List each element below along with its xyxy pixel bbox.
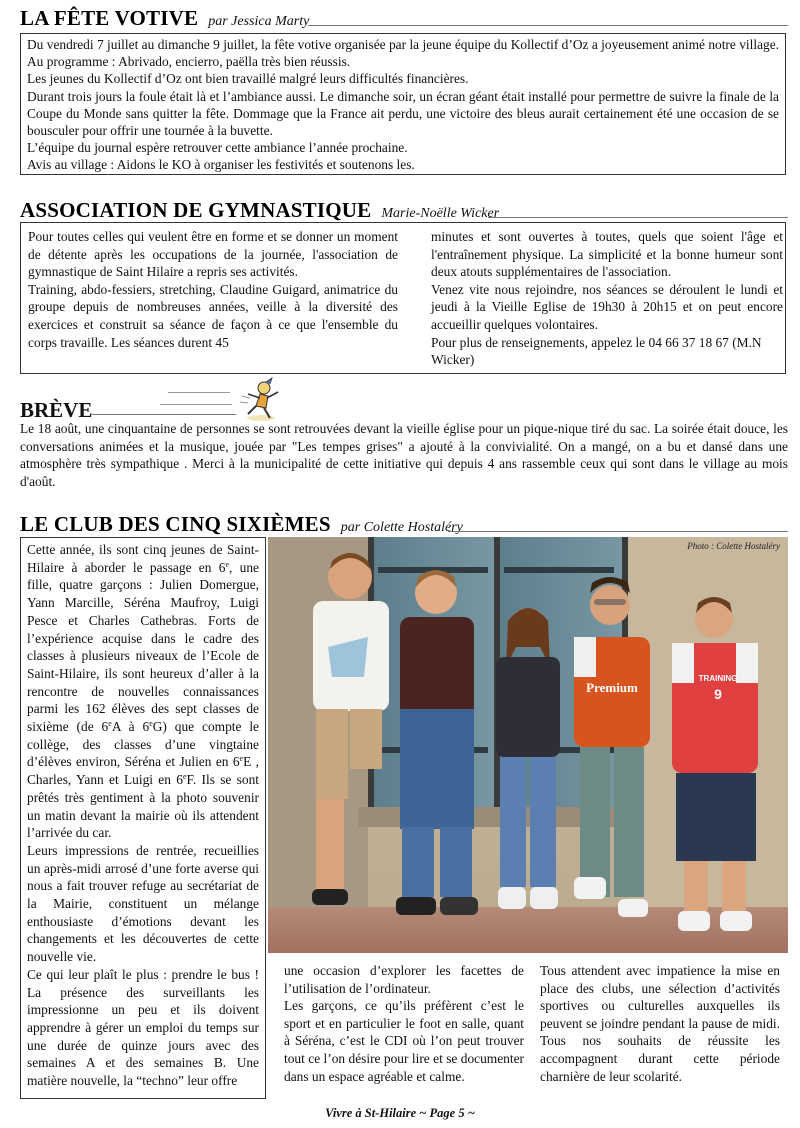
club-column-middle [284, 962, 524, 1085]
gym-title: ASSOCIATION DE GYMNASTIQUE [20, 198, 372, 222]
breve-decor-line [168, 392, 230, 393]
gym-paragraph: minutes et sont ouvertes à toutes, quels que soient l'âge et l'entraînement physique. La simplicité et la bonne humeur sont deux atouts supplémentaires de l'association. [431, 229, 783, 280]
svg-text:9: 9 [714, 686, 722, 702]
fete-paragraph: Du vendredi 7 juillet au dimanche 9 juillet, la fête votive organisée par la jeune équipe du Kollectif d’Oz a joyeusement animé notre village. Au programme : Abrivado, encierro, paëlla très bien réussis. [27, 37, 779, 70]
gym-header [20, 198, 499, 223]
gym-paragraph: Pour plus de renseignements, appelez le 04 66 37 18 67 (M.N Wicker) [431, 334, 762, 368]
club-header [20, 512, 463, 537]
club-title-rule [448, 531, 788, 532]
page-footer: Vivre à St-Hilaire ~ Page 5 ~ [325, 1106, 475, 1120]
fete-title: LA FÊTE VOTIVE [20, 6, 199, 30]
fete-paragraph: L’équipe du journal espère retrouver cette ambiance l’année prochaine. [27, 140, 408, 156]
club-paragraph: Les garçons, ce qu’ils préfèrent c’est le sport et en particulier le foot en salle, quant à Séréna, c’est le CDI où l’on peut trouver tout ce l’on désire pour lire et se documenter dans un espace agréable et calme. [284, 998, 524, 1084]
fete-author: par Jessica Marty [208, 14, 310, 29]
fete-title-rule [308, 25, 788, 26]
breve-decor-line [160, 404, 232, 405]
breve-title-rule [92, 414, 236, 415]
photo-credit: Photo : Colette Hostaléry [687, 541, 780, 551]
gym-paragraph: Pour toutes celles qui veulent être en forme et se donner un moment de détente après les occupations de la journée, l'association de gymnastique de Saint Hilaire a repris ses activités. [28, 229, 398, 280]
club-paragraph: Tous attendent avec impatience la mise en place des clubs, une sélection d’activités sportives ou culturelles auxquelles ils peuvent se joindre pendant la pause de midi. Tous nos souhaits de réussite les accompagnent durant cette période charnière de leur scolarité. [540, 963, 780, 1084]
gym-author: Marie-Noëlle Wicker [381, 206, 500, 221]
breve-title: BRÈVE [20, 398, 93, 422]
children-photo-illustration [268, 537, 788, 953]
breve-article [20, 420, 788, 490]
class-photo [268, 537, 788, 953]
gym-paragraph: Training, abdo-fessiers, stretching, Claudine Guigard, animatrice du groupe depuis de nombreuses années, veille à la diversité des exercices et construit sa séance de façon à ce que l'ensemble du corps travaille. Les séances durent 45 [28, 281, 398, 350]
fete-header [20, 6, 309, 31]
club-paragraph: Leurs impressions de rentrée, recueillies un après-midi arrosé d’une forte averse qui nous a fait trouver refuge au secrétariat de la Mairie, constituent un mélange enthousiaste d’émotions devant les changements et les découvertes de cette nouvelle vie. [27, 842, 259, 965]
club-paragraph: Ce qui leur plaît le plus : prendre le bus ! La présence des surveillants les impressionne un peu et ils doivent apprendre à gérer un emploi du temps sur une durée de quinze jours avec des semaines A et des semaines B. Une matière nouvelle, la “techno” leur offre [27, 966, 259, 1089]
gym-article [20, 222, 786, 374]
runner-clipart-icon [236, 376, 286, 424]
club-title: LE CLUB DES CINQ SIXIÈMES [20, 512, 331, 536]
svg-text:Premium: Premium [586, 680, 638, 695]
gym-column-left [28, 228, 398, 351]
fete-paragraph: Avis au village : Aidons le KO à organiser les festivités et soutenons les. [27, 157, 415, 173]
fete-paragraph: Durant trois jours la foule était là et l’ambiance aussi. Le dimanche soir, un écran géant était installé pour permettre de suivre la finale de la Coupe du Monde sans quitter la fête. Dommage que la France ait perdu, une victoire des bleus aurait certainement été une occasion de se bousculer pour offrir une tournée à la buvette. [27, 88, 779, 139]
club-column-right [540, 962, 780, 1085]
breve-paragraph: Le 18 août, une cinquantaine de personnes se sont retrouvées devant la vieille église pour un pique-nique tiré du sac. La soirée était douce, les conversations animées et la musique, jouée par "Les tempes grises" a ajouté à la convivialité. On a mangé, on a bu et dansé dans une atmosphère très sympathique . Merci à la municipalité de cette initiative qui depuis 4 ans rassemble ceux qui sont dans le village au mois d'août. [20, 421, 788, 489]
fete-paragraph: Les jeunes du Kollectif d’Oz ont bien travaillé malgré leurs difficultés financières. [27, 71, 469, 87]
club-paragraph: Cette année, ils sont cinq jeunes de Saint-Hilaire à aborder le passage en 6e, une fille, quatre garçons : Julien Domergue, Yann Marcille, Séréna Maufroy, Luigi Pesce et Charles Cathebras. Forts de l’expérience acquise dans le cadre des classes à plusieurs niveaux de l’Ecole de Saint-Hilaire, ils sont heureux d’aller à la rencontre de nouvelles connaissances parmi les 162 élèves des sept classes de sixième (de 6eA à 6eG) que compte le collège, des classes d’une vingtaine d’élèves environ, Séréna et Julien en 6eE , Charles, Yann et Luigi en 6eF. Ils se sont prêtés très gentiment à la photo souvenir un matin devant la mairie où ils attendent l’arrivée du car. [27, 542, 259, 841]
gym-column-right [431, 228, 783, 369]
club-column-left [20, 537, 266, 1099]
gym-title-rule [488, 217, 788, 218]
club-paragraph: une occasion d’explorer les facettes de l’utilisation de l’ordinateur. [284, 963, 524, 996]
fete-article [20, 33, 786, 175]
svg-text:TRAINING: TRAINING [698, 674, 738, 683]
gym-paragraph: Venez vite nous rejoindre, nos séances se déroulent le lundi et jeudi à la Vieille Eglise de 19h30 à 20h15 et on peut encore accueillir quelques volontaires. [431, 281, 783, 332]
club-author: par Colette Hostaléry [340, 520, 463, 535]
